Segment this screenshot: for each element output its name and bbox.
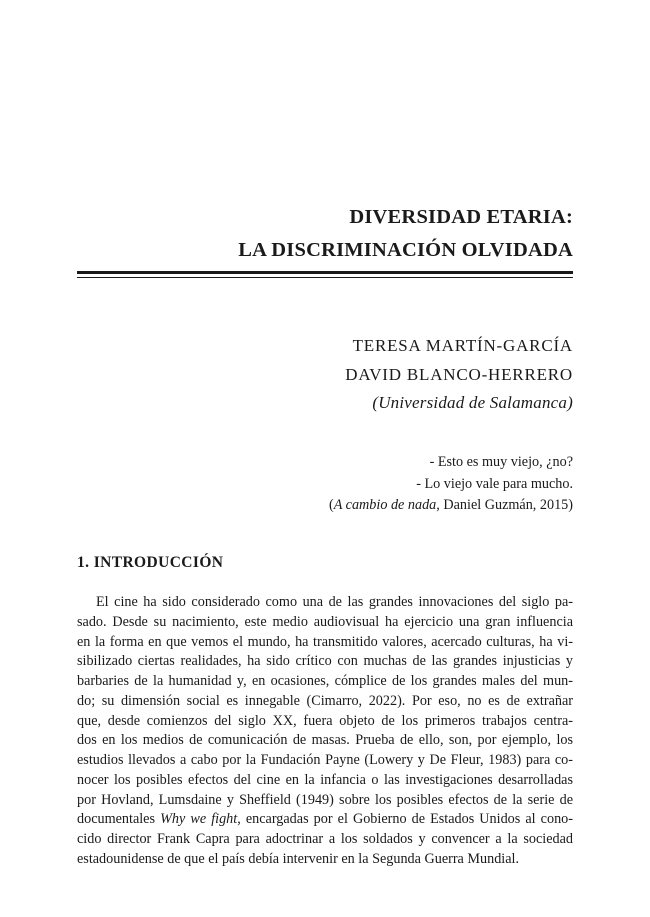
epigraph-line-2: - Lo viejo vale para mucho.: [416, 475, 573, 492]
paragraph-line: por Hovland, Lumsdaine y Sheffield (1949) sobre los posibles efectos de la serie de: [77, 791, 573, 808]
paragraph-line: que, desde comienzos del siglo XX, fuera objeto de los primeros trabajos centra-: [77, 712, 573, 729]
paragraph-line: barbaries de la humanidad y, en ocasiones, cómplice de los grandes males del mun-: [77, 673, 573, 689]
epigraph-source-rest: , Daniel Guzmán, 2015): [436, 497, 573, 513]
paragraph-line: cido director Frank Capra para adoctrinar a los soldados y convencer a la sociedad: [77, 831, 573, 847]
author-name-2: DAVID BLANCO-HERRERO: [345, 364, 573, 384]
paragraph-line: do; su dimensión social es innegable (Cimarro, 2022). Por eso, no es de extrañar: [77, 692, 573, 709]
chapter-title-line-1: DIVERSIDAD ETARIA:: [349, 206, 573, 228]
epigraph-line-1: - Esto es muy viejo, ¿no?: [429, 454, 573, 470]
paragraph-line: estadounidense de que el país debía intervenir en la Segunda Guerra Mundial.: [77, 850, 520, 867]
paragraph-line: en la forma en que vemos el mundo, ha transmitido valores, acercado culturas, ha vi-: [77, 633, 573, 650]
epigraph: [77, 452, 573, 517]
paragraph-line: dos en los medios de comunicación de masas. Prueba de ello, son, por ejemplo, los: [77, 732, 573, 749]
paragraph-line: estudios llevados a cabo por la Fundación Payne (Lowery y De Fleur, 1983) para co-: [77, 752, 573, 768]
paragraph-line: sibilizado ciertas realidades, ha sido crítico con muchas de las grandes injusticias y: [77, 653, 573, 670]
epigraph-source: [77, 495, 573, 517]
chapter-title: [77, 201, 573, 267]
author-block: [77, 332, 573, 418]
title-rule-thin: [77, 277, 573, 278]
author-affiliation: (Universidad de Salamanca): [372, 393, 573, 412]
epigraph-source-open: (: [328, 497, 334, 513]
title-rule-thick: [77, 271, 573, 274]
paragraph-line: nocer los posibles efectos del cine en la infancia o las investigaciones desarrolladas: [77, 771, 573, 788]
paragraph-line: El cine ha sido considerado como una de las grandes innovaciones del siglo pa-: [96, 594, 573, 610]
paragraph-line: [77, 810, 573, 830]
section-heading: 1. INTRODUCCIÓN: [77, 554, 224, 571]
paragraph-text: , encargadas por el Gobierno de Estados Unidos al cono-: [237, 811, 573, 828]
film-title: Why we fight: [160, 811, 238, 828]
chapter-title-line-2: LA DISCRIMINACIÓN OLVIDADA: [238, 239, 573, 261]
body-paragraph: [77, 593, 573, 870]
paragraph-text: documentales: [77, 811, 161, 828]
author-name-1: TERESA MARTÍN-GARCÍA: [352, 336, 573, 355]
epigraph-source-title: A cambio de nada: [333, 497, 437, 513]
paragraph-line: sado. Desde su nacimiento, este medio audiovisual ha ejercicio una gran influencia: [77, 613, 573, 630]
